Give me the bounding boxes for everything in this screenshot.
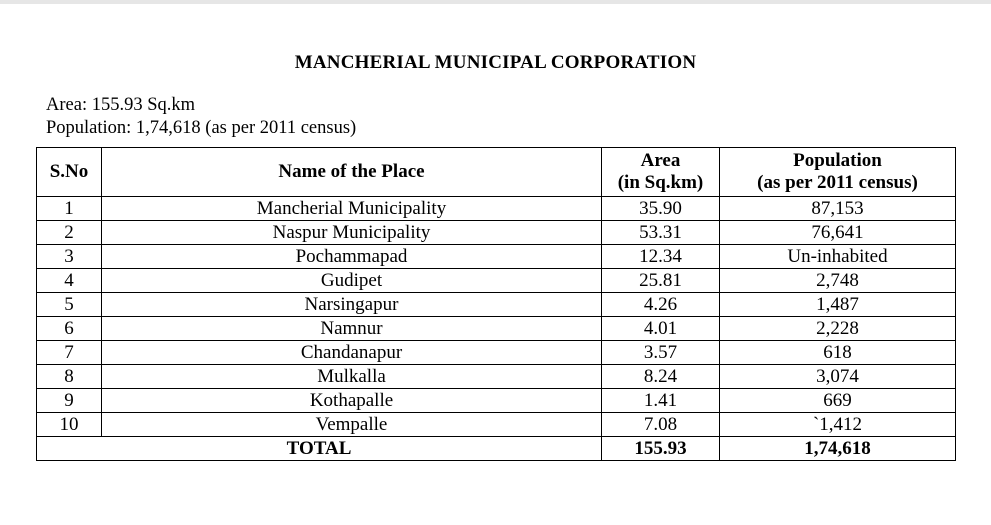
cell-sno: 1 (37, 197, 102, 221)
cell-area: 35.90 (602, 197, 720, 221)
table-row (37, 245, 956, 269)
table-row (37, 317, 956, 341)
cell-population: 669 (720, 389, 956, 413)
total-population: 1,74,618 (720, 437, 956, 461)
table-row (37, 341, 956, 365)
cell-place-name: Vempalle (102, 413, 602, 437)
cell-population: 76,641 (720, 221, 956, 245)
cell-sno: 3 (37, 245, 102, 269)
cell-population: 87,153 (720, 197, 956, 221)
cell-population: 618 (720, 341, 956, 365)
table-row (37, 221, 956, 245)
cell-area: 4.01 (602, 317, 720, 341)
cell-place-name: Pochammapad (102, 245, 602, 269)
table-row (37, 413, 956, 437)
cell-area: 3.57 (602, 341, 720, 365)
cell-area: 25.81 (602, 269, 720, 293)
cell-place-name: Mulkalla (102, 365, 602, 389)
header-area-line1: Area (640, 150, 681, 171)
cell-place-name: Kothapalle (102, 389, 602, 413)
cell-place-name: Chandanapur (102, 341, 602, 365)
header-population-line2: (as per 2011 census) (757, 172, 918, 193)
population-summary: Population: 1,74,618 (as per 2011 census) (46, 118, 357, 138)
table-row (37, 389, 956, 413)
cell-place-name: Gudipet (102, 269, 602, 293)
cell-sno: 2 (37, 221, 102, 245)
cell-area: 7.08 (602, 413, 720, 437)
cell-population: `1,412 (720, 413, 956, 437)
places-table (36, 147, 956, 461)
top-border-line (0, 0, 991, 4)
header-area-line2: (in Sq.km) (617, 172, 704, 193)
header-sno: S.No (37, 148, 102, 197)
cell-area: 8.24 (602, 365, 720, 389)
cell-sno: 9 (37, 389, 102, 413)
cell-place-name: Namnur (102, 317, 602, 341)
total-row (37, 437, 956, 461)
cell-area: 12.34 (602, 245, 720, 269)
table-row (37, 293, 956, 317)
cell-sno: 4 (37, 269, 102, 293)
area-summary: Area: 155.93 Sq.km (46, 95, 196, 115)
header-population (720, 148, 956, 197)
cell-sno: 7 (37, 341, 102, 365)
total-area: 155.93 (602, 437, 720, 461)
cell-population: 2,228 (720, 317, 956, 341)
cell-population: 3,074 (720, 365, 956, 389)
header-population-line1: Population (793, 150, 882, 171)
cell-population: Un-inhabited (720, 245, 956, 269)
header-area (602, 148, 720, 197)
cell-area: 53.31 (602, 221, 720, 245)
table-row (37, 197, 956, 221)
cell-sno: 8 (37, 365, 102, 389)
cell-place-name: Mancherial Municipality (102, 197, 602, 221)
cell-sno: 10 (37, 413, 102, 437)
cell-sno: 6 (37, 317, 102, 341)
cell-area: 1.41 (602, 389, 720, 413)
cell-sno: 5 (37, 293, 102, 317)
cell-population: 1,487 (720, 293, 956, 317)
total-label: TOTAL (37, 437, 602, 461)
table-row (37, 269, 956, 293)
table-header-row (37, 148, 956, 197)
document-title: MANCHERIAL MUNICIPAL CORPORATION (294, 52, 697, 73)
cell-population: 2,748 (720, 269, 956, 293)
cell-area: 4.26 (602, 293, 720, 317)
cell-place-name: Naspur Municipality (102, 221, 602, 245)
table-row (37, 365, 956, 389)
cell-place-name: Narsingapur (102, 293, 602, 317)
header-place-name: Name of the Place (102, 148, 602, 197)
